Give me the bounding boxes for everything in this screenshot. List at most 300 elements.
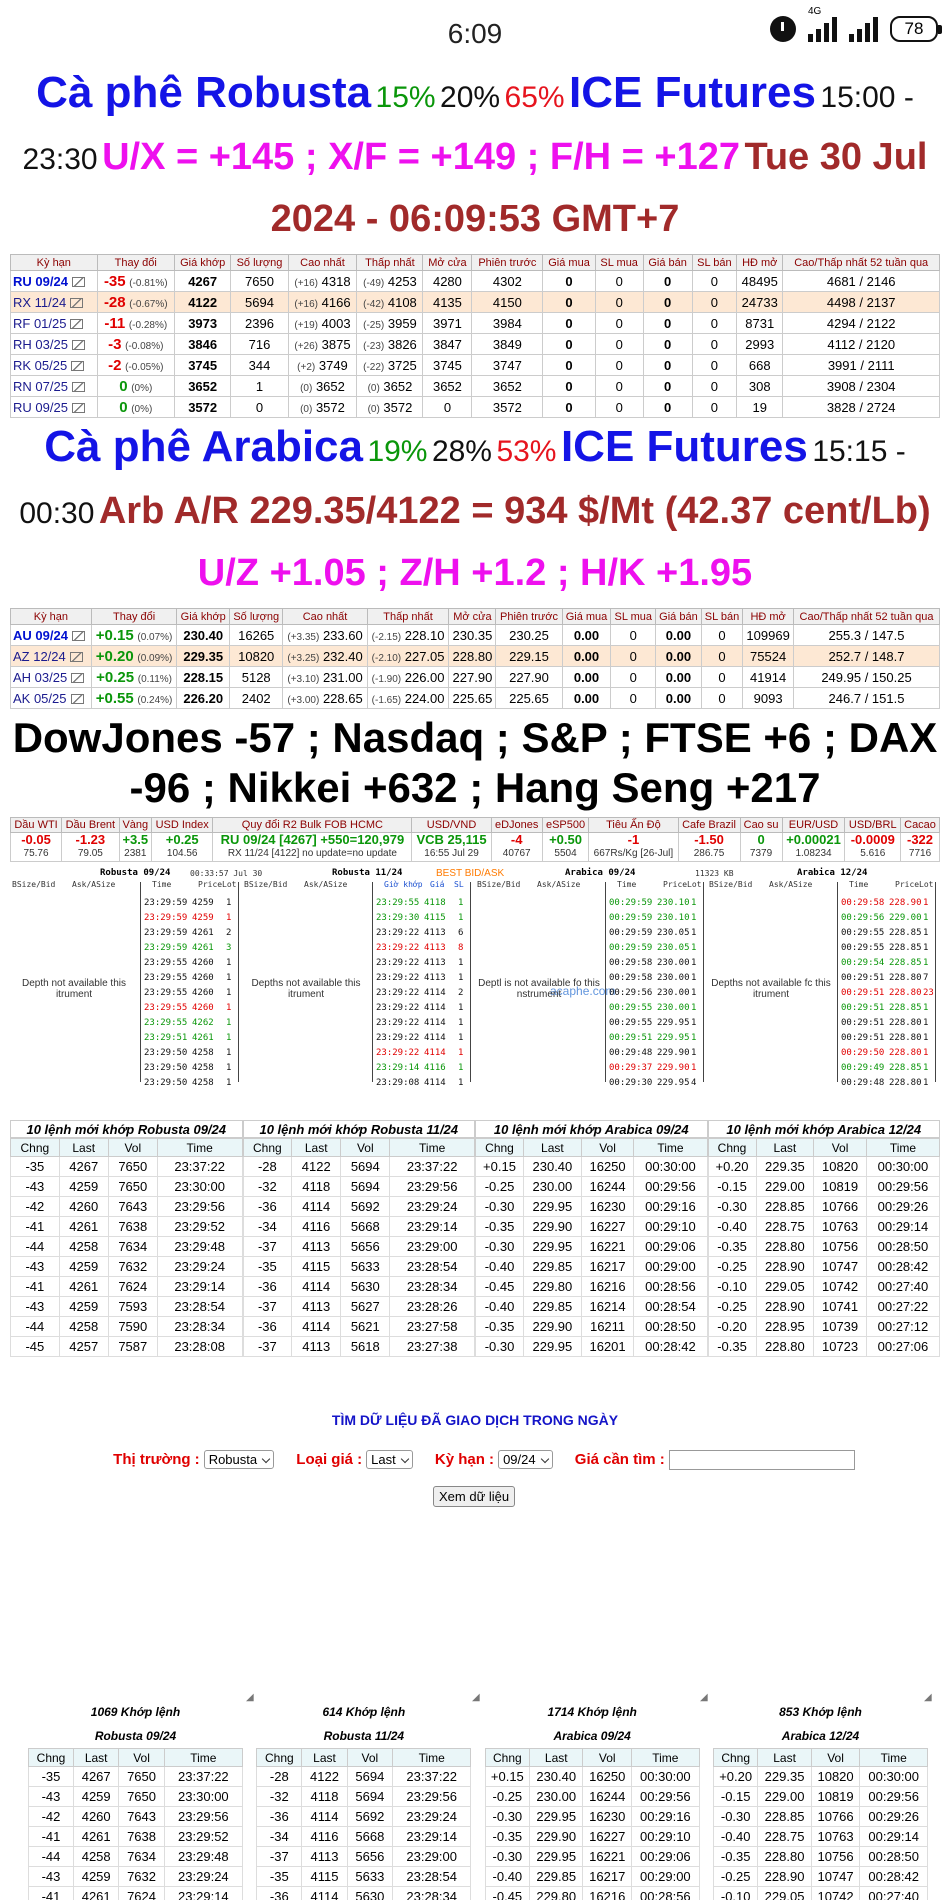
latest-trades-title: 10 lệnh mới khớp Robusta 11/24 [243, 1120, 476, 1138]
change-value: -11 [104, 314, 126, 332]
column-header: Time [390, 1139, 475, 1157]
low-diff: (-42) [363, 298, 385, 310]
table-row [243, 1317, 475, 1337]
tick-time: 00:29:51 [841, 988, 885, 998]
last-cell: 229.05 [756, 1277, 814, 1297]
high-value: 4003 [321, 315, 351, 331]
depth-unavailable-message: Deptl is not available fo this nstrument [478, 978, 600, 1000]
table-row[interactable] [11, 376, 940, 397]
time-cell: 00:29:00 [634, 1257, 707, 1277]
chart-icon[interactable] [70, 298, 83, 308]
chart-icon[interactable] [70, 652, 83, 662]
last-cell: 229.80 [530, 1887, 583, 1900]
volume-cell: 16216 [583, 1887, 632, 1900]
view-data-button[interactable]: Xem dữ liệu [433, 1486, 515, 1507]
table-row[interactable] [11, 355, 940, 376]
change-cell: -42 [11, 1197, 60, 1217]
last-cell: 4114 [292, 1277, 341, 1297]
high-diff: (+16) [294, 298, 319, 310]
contract-symbol[interactable]: RH 03/25 [13, 336, 68, 352]
search-form [0, 1450, 950, 1470]
robusta-hours: 15:00 - 23:30 [22, 81, 914, 176]
change-cell [97, 334, 174, 355]
table-row [485, 1887, 699, 1900]
tick-lot: 23 [923, 988, 934, 998]
tick-time: 23:29:22 [376, 973, 420, 983]
table-row [713, 1787, 927, 1807]
robusta-pct-2: 20% [440, 81, 501, 114]
indicator-cell[interactable] [845, 833, 901, 862]
bid-size: 0 [595, 397, 643, 418]
change-cell: -0.35 [708, 1237, 756, 1257]
column-header: HĐ mở [743, 609, 794, 625]
tick-time: 23:29:50 [144, 1063, 188, 1073]
volume-cell: 10819 [814, 1177, 867, 1197]
volume: 2402 [230, 688, 283, 709]
header-row [485, 1749, 699, 1767]
volume-cell: 16227 [583, 1827, 632, 1847]
high-cell [283, 688, 367, 709]
table-row [713, 1847, 927, 1867]
chart-icon[interactable] [72, 631, 85, 641]
open-interest: 19 [737, 397, 783, 418]
last-cell: 4259 [74, 1787, 119, 1807]
contract-cell[interactable] [11, 313, 98, 334]
indicator-cell[interactable] [62, 833, 120, 862]
volume-cell: 10763 [811, 1827, 860, 1847]
table-row[interactable] [11, 646, 940, 667]
contract-cell[interactable] [11, 625, 92, 646]
indicator-change: -4 [510, 832, 523, 847]
time-cell: 23:28:54 [157, 1297, 242, 1317]
indicator-cell[interactable] [213, 833, 412, 862]
depth-title: Arabica 09/24 [565, 868, 636, 878]
open-price: 230.35 [449, 625, 496, 646]
time-cell: 23:29:00 [393, 1847, 471, 1867]
time-cell: 23:29:24 [393, 1807, 471, 1827]
change-cell: -0.30 [713, 1807, 757, 1827]
change-cell: -41 [29, 1887, 74, 1900]
robusta-exchange: ICE Futures [569, 68, 816, 117]
tick-lot: 1 [691, 1033, 697, 1043]
high-diff: (+3.25) [287, 652, 320, 664]
table-row[interactable] [11, 271, 940, 292]
table-row [11, 1217, 243, 1237]
last-cell: 228.80 [756, 1337, 814, 1357]
low-cell [367, 625, 449, 646]
high-value: 231.00 [322, 669, 363, 685]
contract-cell[interactable] [11, 397, 98, 418]
volume-cell: 5668 [341, 1217, 390, 1237]
chart-icon[interactable] [72, 403, 85, 413]
change-cell: -0.40 [485, 1867, 529, 1887]
arabica-headline [0, 420, 950, 608]
volume-cell: 7624 [119, 1887, 164, 1900]
contract-symbol[interactable]: RN 07/25 [13, 378, 68, 394]
robusta-futures-table [10, 254, 940, 418]
change-cell [97, 397, 174, 418]
change-cell: -41 [11, 1217, 60, 1237]
contract-symbol[interactable]: RU 09/24 [13, 273, 68, 289]
contract-cell[interactable] [11, 334, 98, 355]
signal-4g-icon [808, 6, 837, 42]
bid-size: 0 [611, 625, 656, 646]
tick-time: 00:29:37 [609, 1063, 653, 1073]
depth-divider [238, 882, 239, 1082]
term-select[interactable]: 09/24 [498, 1450, 553, 1469]
time-cell: 23:29:14 [157, 1277, 242, 1297]
last-cell: 230.40 [530, 1767, 583, 1787]
table-row[interactable] [11, 688, 940, 709]
tick-lot: 1 [923, 1003, 929, 1013]
ask-asize-header: Ask/ASize [769, 880, 813, 889]
table-row [257, 1787, 471, 1807]
tick-lot: 1 [226, 1048, 232, 1058]
open-interest: 668 [737, 355, 783, 376]
tick-time: 00:29:54 [841, 958, 885, 968]
contract-symbol[interactable]: RK 05/25 [13, 357, 68, 373]
time-cell: 00:28:56 [632, 1887, 700, 1900]
time-cell: 00:29:10 [632, 1827, 700, 1847]
bid-price: 0 [543, 271, 595, 292]
lot-header: Lot [222, 880, 237, 889]
change-percent: (0.11%) [137, 673, 173, 685]
tick-price: 229.90 [657, 1063, 690, 1073]
low-value: 3725 [387, 357, 417, 373]
table-row[interactable] [11, 397, 940, 418]
time-header: Time [617, 880, 637, 889]
high-value: 232.40 [322, 648, 363, 664]
table-row[interactable] [11, 625, 940, 646]
tick-time: 00:29:55 [609, 1018, 653, 1028]
change-cell: -0.35 [713, 1847, 757, 1867]
chart-icon[interactable] [71, 673, 84, 683]
contract-symbol[interactable]: RF 01/25 [13, 315, 67, 331]
column-header: Last [524, 1139, 582, 1157]
table-row [485, 1767, 699, 1787]
chart-icon[interactable] [72, 277, 85, 287]
tick-lot: 1 [226, 1003, 232, 1013]
high-cell [283, 646, 367, 667]
table-row [708, 1337, 940, 1357]
contract-symbol[interactable]: AK 05/25 [13, 690, 67, 706]
contract-symbol[interactable]: AH 03/25 [13, 669, 68, 685]
high-cell [288, 334, 357, 355]
last-cell: 4259 [74, 1867, 119, 1887]
depth-divider [140, 882, 141, 1082]
last-price: 229.35 [177, 646, 230, 667]
ask-price: 0 [643, 376, 692, 397]
time-cell: 00:28:50 [866, 1237, 939, 1257]
low-cell [357, 376, 423, 397]
indicator-header: Cafe Brazil [678, 818, 740, 833]
time-header: Time [152, 880, 172, 889]
indicators-table [10, 817, 940, 862]
time-cell: 23:29:24 [164, 1867, 242, 1887]
tick-lot: 1 [923, 1078, 929, 1088]
tick-lot: 2 [226, 928, 232, 938]
time-cell: 23:37:22 [164, 1767, 242, 1787]
change-cell: -43 [11, 1257, 60, 1277]
last-cell: 229.95 [530, 1807, 583, 1827]
previous-close: 230.25 [496, 625, 562, 646]
indicator-cell[interactable] [678, 833, 740, 862]
last-cell: 4118 [292, 1177, 341, 1197]
volume: 5694 [231, 292, 288, 313]
low-diff: (0) [367, 403, 380, 415]
best-bid-ask-label: BEST BID/ASK [436, 868, 505, 879]
tick-time: 00:29:55 [841, 943, 885, 953]
table-row[interactable] [11, 334, 940, 355]
column-header: Chng [257, 1749, 302, 1767]
change-cell: -0.45 [485, 1887, 529, 1900]
ask-price: 0.00 [656, 625, 702, 646]
tick-time: 23:29:22 [376, 958, 420, 968]
resize-handle[interactable]: ◢ [924, 1692, 932, 1703]
indicator-change: -1 [627, 832, 640, 847]
time-cell: 00:30:00 [860, 1767, 928, 1787]
change-cell: -0.30 [476, 1337, 524, 1357]
indicator-cell[interactable] [542, 833, 589, 862]
contract-cell[interactable] [11, 271, 98, 292]
chart-icon[interactable] [72, 382, 85, 392]
volume: 7650 [231, 271, 288, 292]
indicator-cell[interactable] [740, 833, 782, 862]
time-cell: 23:29:56 [157, 1197, 242, 1217]
change-cell: +0.20 [713, 1767, 757, 1787]
table-row [257, 1767, 471, 1787]
header-row [476, 1139, 708, 1157]
week52-range: 249.95 / 150.25 [794, 667, 940, 688]
table-row [708, 1197, 940, 1217]
change-cell: -0.30 [708, 1197, 756, 1217]
volume-cell: 16230 [583, 1807, 632, 1827]
volume-cell: 5630 [341, 1277, 390, 1297]
last-cell: 229.80 [524, 1277, 582, 1297]
indicator-change: -1.23 [75, 832, 106, 847]
chart-icon[interactable] [71, 694, 84, 704]
previous-close: 227.90 [496, 667, 562, 688]
tick-lot: 7 [923, 973, 929, 983]
volume-cell: 7643 [119, 1807, 164, 1827]
time-cell: 00:29:16 [632, 1807, 700, 1827]
time-cell: 00:27:06 [866, 1337, 939, 1357]
trade-history-section [28, 1700, 928, 1900]
latest-trades-table [708, 1138, 941, 1357]
last-cell: 4113 [292, 1297, 341, 1317]
contract-cell[interactable] [11, 355, 98, 376]
indicator-cell[interactable] [782, 833, 845, 862]
volume-cell: 10747 [811, 1867, 860, 1887]
tick-price: 4261 [192, 1033, 214, 1043]
contract-symbol[interactable]: RX 11/24 [13, 294, 67, 310]
tick-time: 00:29:51 [841, 1018, 885, 1028]
tick-lot: 1 [691, 943, 697, 953]
previous-close: 3652 [472, 376, 543, 397]
tick-price: 4113 [424, 943, 446, 953]
table-row [476, 1217, 708, 1237]
change-cell: -0.20 [708, 1317, 756, 1337]
last-cell: 228.90 [758, 1867, 811, 1887]
column-header: Thay đổi [97, 255, 174, 271]
open-interest: 2993 [737, 334, 783, 355]
latest-trades-table [10, 1138, 243, 1357]
tick-time: 00:29:59 [609, 898, 653, 908]
last-price: 226.20 [177, 688, 230, 709]
contract-cell[interactable] [11, 646, 92, 667]
contract-symbol[interactable]: AZ 12/24 [13, 648, 66, 664]
chart-icon[interactable] [72, 340, 85, 350]
bid-price: 0 [543, 376, 595, 397]
change-cell: +0.15 [476, 1157, 524, 1177]
indicator-cell[interactable] [901, 833, 940, 862]
last-cell: 4258 [59, 1237, 108, 1257]
latest-trades-section [10, 1120, 940, 1357]
tick-lot: 1 [923, 1063, 929, 1073]
clock: 6:09 [447, 18, 503, 49]
column-header: Chng [713, 1749, 757, 1767]
change-cell: -34 [257, 1827, 302, 1847]
column-header: Chng [11, 1139, 60, 1157]
tick-price: 228.85 [889, 958, 922, 968]
table-row [29, 1847, 243, 1867]
contract-symbol[interactable]: AU 09/24 [13, 627, 68, 643]
last-cell: 4258 [59, 1317, 108, 1337]
time-cell: 00:29:14 [860, 1827, 928, 1847]
tick-time: 00:29:30 [609, 1078, 653, 1088]
indicator-row [11, 833, 940, 862]
high-value: 3749 [318, 357, 348, 373]
time-header: Time [849, 880, 869, 889]
volume-cell: 16211 [581, 1317, 634, 1337]
contract-cell[interactable] [11, 376, 98, 397]
indicator-cell[interactable] [412, 833, 491, 862]
low-diff: (-22) [363, 361, 385, 373]
tick-lot: 1 [226, 988, 232, 998]
market-select[interactable]: Robusta [204, 1450, 274, 1469]
depth-divider [935, 882, 936, 1082]
trade-history-panel [485, 1700, 700, 1900]
low-diff: (-49) [363, 277, 385, 289]
indicator-cell[interactable] [152, 833, 213, 862]
indicator-cell[interactable] [119, 833, 151, 862]
table-row [713, 1807, 927, 1827]
indicator-cell[interactable] [589, 833, 678, 862]
table-row[interactable] [11, 292, 940, 313]
volume-cell: 16221 [581, 1237, 634, 1257]
contract-cell[interactable] [11, 292, 98, 313]
trade-history-title: Robusta 09/24 [94, 1729, 177, 1743]
last-cell: 4113 [302, 1847, 347, 1867]
last-price: 4267 [174, 271, 230, 292]
change-cell: -0.25 [485, 1787, 529, 1807]
ask-asize-header: Ask/ASize [537, 880, 581, 889]
tick-time: 23:29:14 [376, 1063, 420, 1073]
ask-size: 0 [692, 376, 736, 397]
previous-close: 229.15 [496, 646, 562, 667]
time-cell: 23:29:48 [164, 1847, 242, 1867]
tick-price: 230.00 [657, 1003, 690, 1013]
column-header: Last [74, 1749, 119, 1767]
price-type-select[interactable]: Last [366, 1450, 413, 1469]
column-header: Giá khớp [174, 255, 230, 271]
change-cell: -0.30 [476, 1197, 524, 1217]
high-cell [288, 355, 357, 376]
arabica-title: Cà phê Arabica [44, 422, 363, 471]
time-cell: 00:27:12 [866, 1317, 939, 1337]
tick-lot: 1 [691, 913, 697, 923]
trade-count: 1714 Khớp lệnh [547, 1705, 637, 1719]
indicator-cell[interactable] [11, 833, 62, 862]
high-diff: (+26) [294, 340, 319, 352]
ask-size: 0 [701, 625, 742, 646]
last-price: 3652 [174, 376, 230, 397]
tick-time: 00:29:58 [609, 973, 653, 983]
tick-time: 23:29:50 [144, 1048, 188, 1058]
time-cell: 23:28:34 [393, 1887, 471, 1900]
bid-size: 0 [595, 271, 643, 292]
indicator-value: 2381 [124, 848, 147, 859]
last-cell: 4114 [292, 1197, 341, 1217]
tick-price: 4260 [192, 958, 214, 968]
last-cell: 4267 [74, 1767, 119, 1787]
resize-handle[interactable]: ◢ [246, 1692, 254, 1703]
chart-icon[interactable] [71, 361, 84, 371]
table-row[interactable] [11, 313, 940, 334]
ask-price: 0 [643, 292, 692, 313]
volume-cell: 5618 [341, 1337, 390, 1357]
table-row[interactable] [11, 667, 940, 688]
table-row [11, 1317, 243, 1337]
column-header: Last [758, 1749, 811, 1767]
change-value: +0.15 [95, 626, 134, 644]
column-header: Chng [243, 1139, 292, 1157]
time-cell: 00:27:40 [866, 1277, 939, 1297]
resize-handle[interactable]: ◢ [472, 1692, 480, 1703]
week52-range: 3828 / 2724 [783, 397, 940, 418]
column-header: Vol [811, 1749, 860, 1767]
bid-price: 0 [543, 334, 595, 355]
chart-icon[interactable] [70, 319, 83, 329]
robusta-headline [0, 66, 950, 254]
change-cell: -0.25 [713, 1867, 757, 1887]
indicator-header: USD/BRL [845, 818, 901, 833]
table-row [11, 1197, 243, 1217]
depth-divider [837, 882, 838, 1082]
table-row [713, 1767, 927, 1787]
last-cell: 4259 [59, 1257, 108, 1277]
price-search-input[interactable] [669, 1450, 855, 1470]
indicator-cell[interactable] [491, 833, 542, 862]
high-diff: (0) [300, 403, 313, 415]
change-cell: -0.15 [713, 1787, 757, 1807]
time-cell: 00:29:56 [860, 1787, 928, 1807]
change-cell: -35 [257, 1867, 302, 1887]
contract-cell[interactable] [11, 667, 92, 688]
depth-title: Robusta 11/24 [332, 868, 403, 878]
contract-symbol[interactable]: RU 09/25 [13, 399, 68, 415]
tick-lot: 4 [691, 1078, 697, 1088]
resize-handle[interactable]: ◢ [700, 1692, 708, 1703]
contract-cell[interactable] [11, 688, 92, 709]
volume-cell: 5627 [341, 1297, 390, 1317]
change-cell: -0.30 [485, 1807, 529, 1827]
tick-price: 228.80 [889, 973, 922, 983]
table-row [708, 1177, 940, 1197]
time-cell: 00:29:26 [866, 1197, 939, 1217]
volume-cell: 16250 [581, 1157, 634, 1177]
tick-time: 00:29:59 [609, 913, 653, 923]
